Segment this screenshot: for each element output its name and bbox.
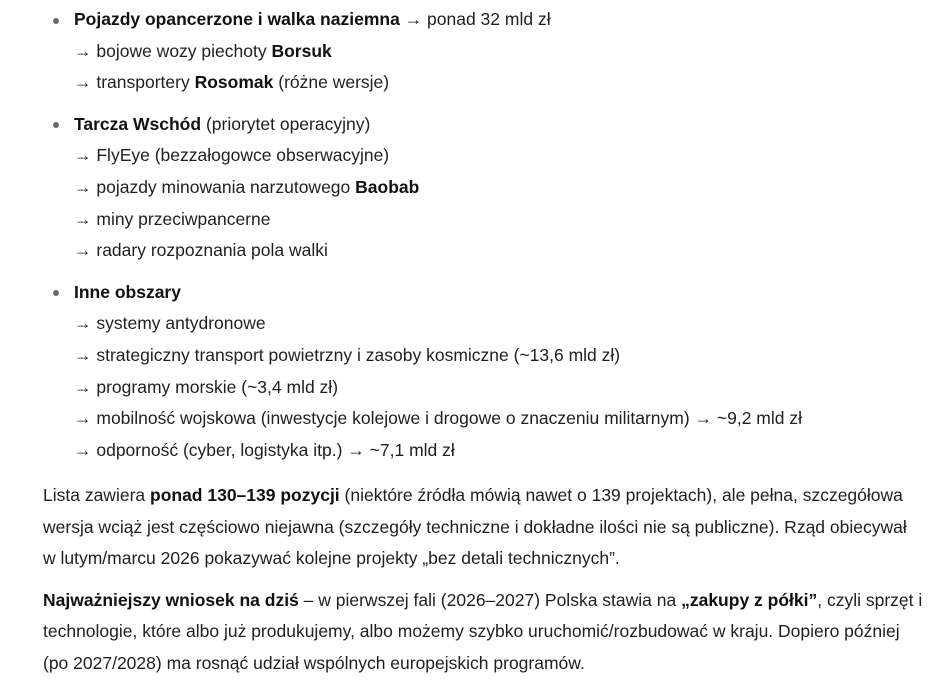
paragraph-text: Lista zawiera bbox=[43, 485, 150, 505]
sub-line bbox=[74, 172, 936, 204]
bullet-title: Inne obszary bbox=[74, 281, 181, 302]
paragraph-text: (niektóre źródła mówią nawet o 139 projektach), ale pełna, szczegółowa wersja wciąż jest częściowo niejawna (szczegóły techniczne i dokładne ilości nie są publiczne). Rząd obiecywał w lutym/marcu 2026 pokazywać kolejne projekty „bez detali technicznych”. bbox=[43, 485, 907, 569]
list-item bbox=[0, 4, 936, 99]
sub-line bbox=[74, 340, 936, 372]
sub-line-text: → odporność (cyber, logistyka itp.) → ~7,1 mld zł bbox=[74, 440, 455, 461]
bullet-dot-icon bbox=[53, 18, 59, 24]
list-item bbox=[0, 109, 936, 268]
bullet-title-line bbox=[74, 277, 936, 309]
sub-line bbox=[74, 204, 936, 236]
sub-line-post: (różne wersje) bbox=[273, 72, 390, 93]
sub-line-text: → transportery bbox=[74, 72, 195, 93]
sub-line-text: → programy morskie (~3,4 mld zł) bbox=[74, 376, 339, 397]
list-item bbox=[0, 277, 936, 467]
sub-line bbox=[74, 140, 936, 172]
bullet-title-suffix: (priorytet operacyjny) bbox=[201, 113, 371, 134]
sub-line bbox=[74, 67, 936, 99]
sub-line bbox=[74, 372, 936, 404]
bullet-title: Tarcza Wschód bbox=[74, 113, 202, 134]
sub-line bbox=[74, 235, 936, 267]
sub-line bbox=[74, 403, 936, 435]
sub-line-text: → FlyEye (bezzałogowce obserwacyjne) bbox=[74, 145, 390, 166]
bullet-dot-icon bbox=[53, 122, 59, 128]
bullet-list bbox=[0, 4, 936, 476]
sub-line-text: → bojowe wozy piechoty bbox=[74, 40, 272, 61]
sub-line bbox=[74, 308, 936, 340]
bullet-title-line bbox=[74, 4, 936, 36]
sub-line-bold: Borsuk bbox=[271, 40, 332, 61]
sub-line-text: → miny przeciwpancerne bbox=[74, 208, 271, 229]
sub-line bbox=[74, 435, 936, 467]
paragraph-bold: ponad 130–139 pozycji bbox=[150, 485, 340, 505]
sub-line bbox=[74, 36, 936, 68]
paragraph-bold: Najważniejszy wniosek na dziś bbox=[43, 589, 299, 610]
sub-line-text: → strategiczny transport powietrzny i zasoby kosmiczne (~13,6 mld zł) bbox=[74, 345, 621, 366]
paragraph-conclusion bbox=[43, 585, 923, 680]
sub-line-bold: Baobab bbox=[355, 177, 420, 198]
sub-line-bold: Rosomak bbox=[194, 72, 274, 93]
bullet-title: Pojazdy opancerzone i walka naziemna bbox=[74, 9, 400, 29]
sub-line-text: → pojazdy minowania narzutowego bbox=[74, 177, 356, 198]
paragraph-text: , czyli sprzęt i technologie, które albo już produkujemy, albo możemy szybko uruchomić/rozbudować w kraju. Dopiero później (po 2027/2028) ma rosnąć udział wspólnych europejskich programów. bbox=[43, 589, 923, 674]
paragraph-bold: „zakupy z półki” bbox=[681, 589, 818, 610]
sub-line-text: → radary rozpoznania pola walki bbox=[74, 240, 328, 261]
bullet-title-line bbox=[74, 109, 936, 141]
paragraph-text: – w pierwszej fali (2026–2027) Polska stawia na bbox=[298, 589, 682, 610]
bullet-dot-icon bbox=[53, 290, 59, 296]
sub-line-text: → systemy antydronowe bbox=[74, 313, 266, 334]
paragraph-list-contents bbox=[43, 480, 923, 575]
summary-paragraphs bbox=[43, 480, 923, 689]
bullet-title-suffix: → ponad 32 mld zł bbox=[399, 9, 551, 29]
sub-line-text: → mobilność wojskowa (inwestycje kolejowe i drogowe o znaczeniu militarnym) → ~9,2 mld zł bbox=[74, 408, 802, 429]
